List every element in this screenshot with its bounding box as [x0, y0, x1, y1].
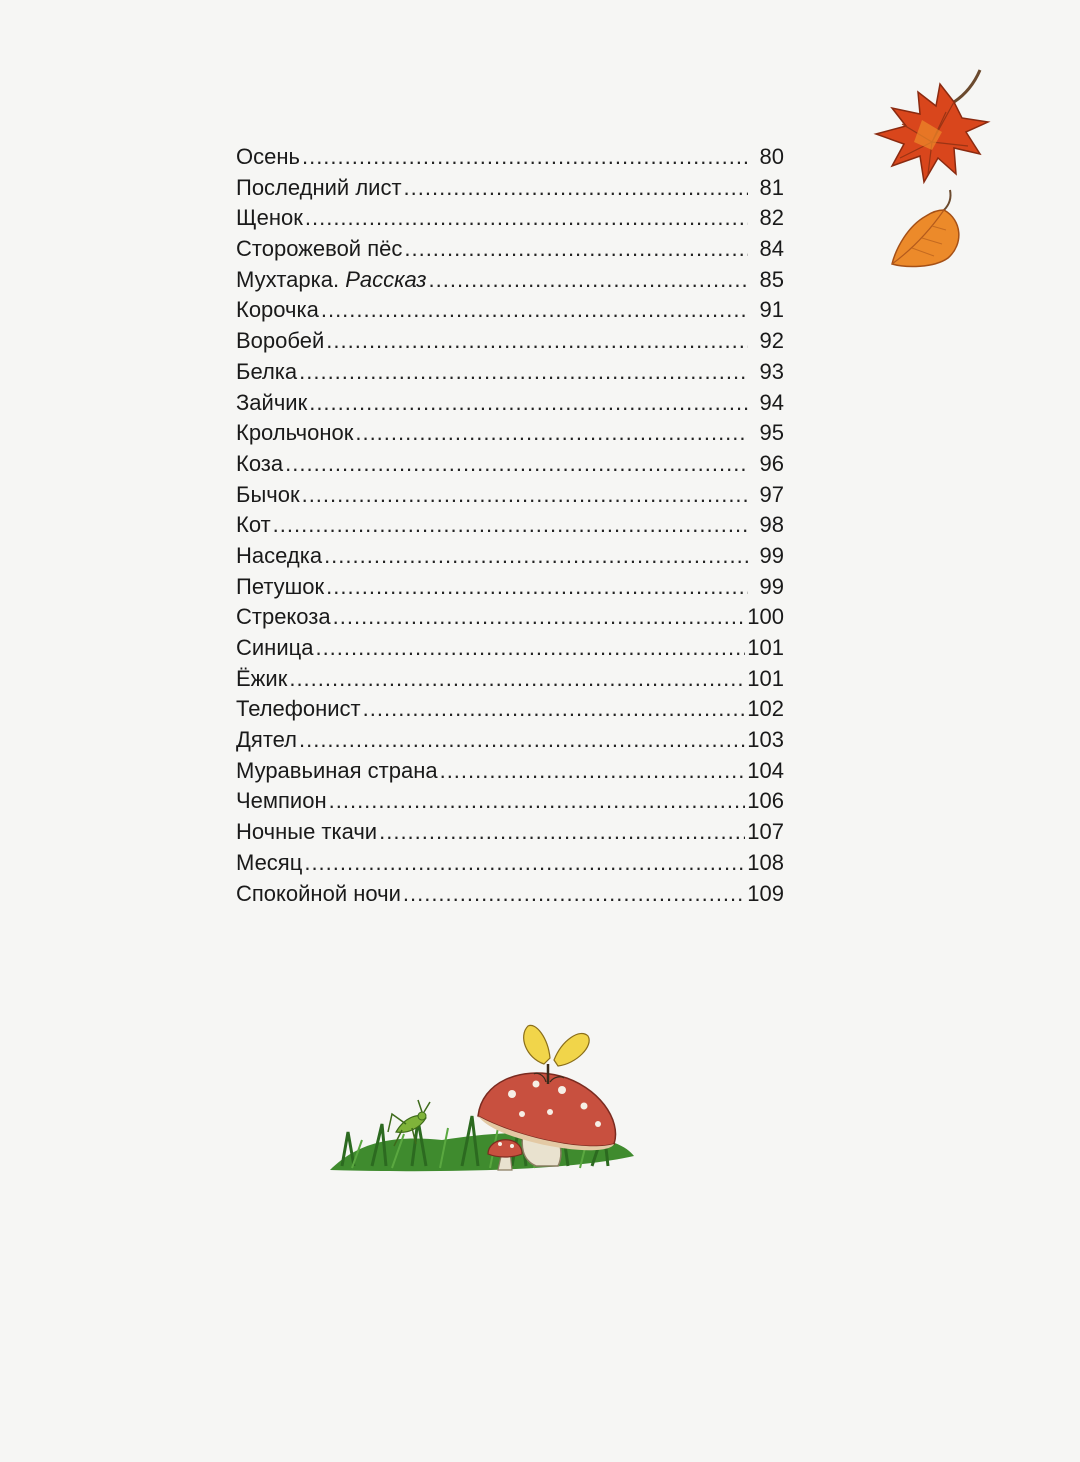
toc-entry-title-text: Бычок — [236, 481, 300, 507]
toc-page-number: 95 — [759, 420, 784, 446]
toc-entry — [236, 786, 784, 817]
toc-entry — [236, 817, 784, 848]
toc-leader-dots — [302, 480, 748, 511]
toc-entry-subtitle: Рассказ — [345, 266, 427, 292]
toc-entry-title — [236, 388, 307, 419]
toc-page-number: 85 — [759, 266, 784, 292]
toc-entry-title-text: Зайчик — [236, 389, 308, 415]
toc-entry — [236, 848, 784, 879]
toc-entry-title-text: Телефонист — [236, 696, 361, 722]
toc-leader-dots — [289, 664, 745, 695]
toc-entry — [236, 572, 784, 603]
maple-leaf-icon — [862, 62, 1002, 192]
toc-entry — [236, 234, 784, 265]
toc-entry-title — [236, 326, 324, 357]
toc-entry — [236, 664, 784, 695]
toc-page-number: 82 — [759, 205, 784, 231]
toc-page-number: 96 — [759, 450, 784, 476]
toc-leader-dots — [304, 848, 745, 879]
toc-leader-dots — [326, 572, 748, 603]
toc-page-number: 99 — [759, 573, 784, 599]
toc-leader-dots — [329, 786, 746, 817]
toc-page-number: 91 — [759, 297, 784, 323]
toc-entry-title — [236, 725, 297, 756]
toc-leader-dots — [273, 510, 748, 541]
toc-entry-title — [236, 418, 353, 449]
toc-leader-dots — [305, 203, 748, 234]
toc-leader-dots — [404, 234, 748, 265]
toc-page-number: 101 — [747, 665, 784, 691]
toc-entry-title-text: Стрекоза — [236, 604, 331, 630]
toc-entry-title-text: Последний лист — [236, 174, 402, 200]
toc-entry-title — [236, 694, 361, 725]
toc-entry-title — [236, 265, 427, 296]
toc-leader-dots — [285, 449, 748, 480]
toc-entry — [236, 418, 784, 449]
toc-entry-title-text: Белка — [236, 358, 298, 384]
toc-entry-title-text: Корочка — [236, 297, 319, 323]
toc-page-number: 81 — [759, 174, 784, 200]
toc-page-number: 107 — [747, 819, 784, 845]
toc-entry — [236, 357, 784, 388]
toc-leader-dots — [440, 756, 746, 787]
toc-page-number: 102 — [747, 696, 784, 722]
toc-entry-title-text: Наседка — [236, 542, 323, 568]
toc-entry-title — [236, 234, 402, 265]
toc-entry-title — [236, 203, 303, 234]
toc-entry-title-text: Осень — [236, 144, 300, 169]
toc-entry-title — [236, 602, 331, 633]
toc-leader-dots — [309, 388, 748, 419]
toc-entry-title — [236, 142, 300, 173]
toc-entry-title-text: Месяц — [236, 849, 303, 875]
toc-leader-dots — [326, 326, 748, 357]
toc-entry-title — [236, 295, 319, 326]
toc-entry-title — [236, 572, 324, 603]
toc-leader-dots — [299, 725, 745, 756]
toc-entry-title-text: Кот — [236, 512, 271, 538]
toc-page-number: 84 — [759, 236, 784, 262]
toc-page-number: 101 — [747, 635, 784, 660]
toc-entry-title — [236, 756, 438, 787]
toc-entry-title-text: Спокойной ночи — [236, 880, 401, 906]
toc-page-number: 93 — [759, 358, 784, 384]
toc-entry-title-text: Дятел — [236, 727, 297, 753]
toc-entry — [236, 388, 784, 419]
toc-entry-title — [236, 510, 271, 541]
toc-entry-title-text: Мухтарка. — [236, 266, 340, 292]
toc-page-number: 104 — [747, 757, 784, 783]
toc-entry — [236, 510, 784, 541]
toc-entry-title — [236, 541, 322, 572]
toc-leader-dots — [302, 142, 748, 173]
toc-entry — [236, 879, 784, 910]
toc-entry-title-text: Сторожевой пёс — [236, 236, 403, 262]
falling-leaf-icon — [886, 186, 970, 272]
toc-page-number: 94 — [759, 389, 784, 415]
mushroom-scene-illustration — [322, 1020, 642, 1180]
toc-entry — [236, 295, 784, 326]
toc-entry-title-text: Воробей — [236, 328, 325, 354]
toc-entry — [236, 694, 784, 725]
toc-leader-dots — [379, 817, 745, 848]
toc-page-number: 92 — [759, 328, 784, 354]
toc-leader-dots — [363, 694, 746, 725]
toc-leader-dots — [429, 265, 749, 296]
toc-page-number: 109 — [747, 880, 784, 906]
toc-page-number: 98 — [759, 512, 784, 538]
toc-entry — [236, 756, 784, 787]
toc-entry — [236, 203, 784, 234]
toc-entry-title-text: Муравьиная страна — [236, 757, 438, 783]
toc-entry-title-text: Петушок — [236, 573, 325, 599]
toc-leader-dots — [299, 357, 748, 388]
toc-entry — [236, 173, 784, 204]
toc-entry — [236, 480, 784, 511]
toc-page-number: 80 — [759, 144, 784, 169]
toc-entry-title — [236, 357, 297, 388]
toc-entry-title-text: Ёжик — [236, 665, 288, 691]
toc-entry-title — [236, 786, 327, 817]
toc-leader-dots — [403, 879, 745, 910]
toc-entry-title — [236, 480, 300, 511]
toc-leader-dots — [324, 541, 748, 572]
toc-entry-title — [236, 817, 377, 848]
toc-leader-dots — [315, 633, 745, 664]
toc-leader-dots — [404, 173, 748, 204]
toc-entry-title-text: Синица — [236, 635, 314, 660]
toc-page-number: 100 — [747, 604, 784, 630]
toc-leader-dots — [333, 602, 746, 633]
toc-leader-dots — [321, 295, 748, 326]
toc-entry — [236, 265, 784, 296]
toc-entry-title-text: Крольчонок — [236, 420, 354, 446]
toc-entry — [236, 326, 784, 357]
toc-entry — [236, 633, 784, 664]
toc-entry-title-text: Чемпион — [236, 788, 327, 814]
toc-entry — [236, 602, 784, 633]
toc-entry-title — [236, 449, 283, 480]
toc-entry — [236, 541, 784, 572]
toc-page-number: 97 — [759, 481, 784, 507]
toc-entry-title — [236, 173, 402, 204]
toc-page-number: 106 — [747, 788, 784, 814]
toc-entry-title-text: Ночные ткачи — [236, 819, 378, 845]
toc-leader-dots — [355, 418, 748, 449]
toc-entry-title-text: Коза — [236, 450, 284, 476]
toc-entry-title — [236, 879, 401, 910]
toc-entry-title — [236, 664, 287, 695]
toc-entry-title — [236, 633, 313, 664]
toc-entry-title — [236, 848, 302, 879]
toc-page-number: 108 — [747, 849, 784, 875]
toc-entry — [236, 725, 784, 756]
toc-entry — [236, 142, 784, 173]
toc-entry-title-text: Щенок — [236, 205, 303, 231]
toc-page-number: 99 — [759, 542, 784, 568]
toc-entry — [236, 449, 784, 480]
table-of-contents — [236, 142, 784, 909]
toc-page-number: 103 — [747, 727, 784, 753]
